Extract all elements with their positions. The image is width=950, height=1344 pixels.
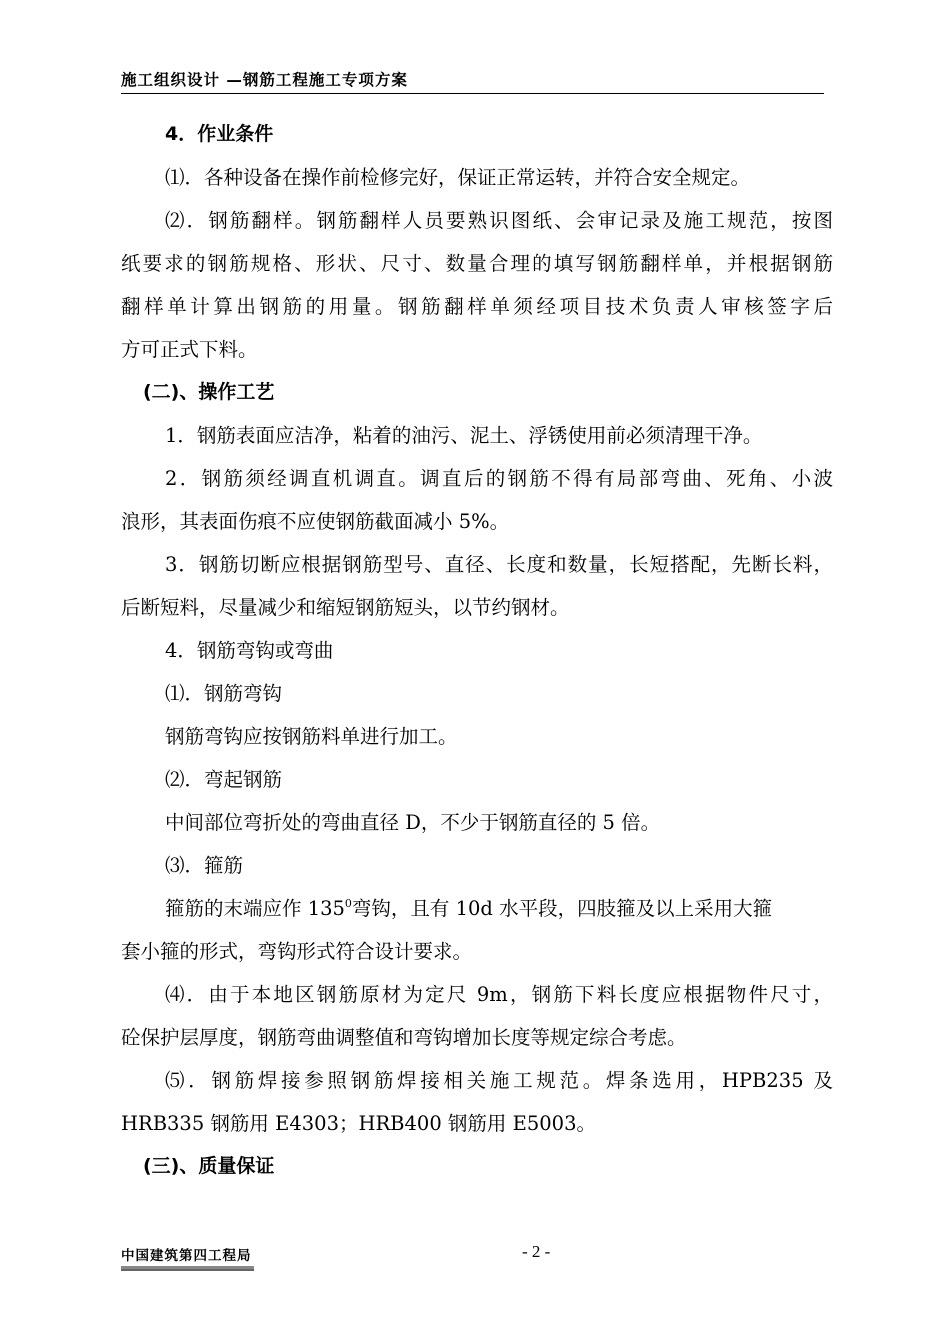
paragraph-line: 浪形，其表面伤痕不应使钢筋截面减小 5%。 — [121, 510, 510, 533]
paragraph-line: ⑵．钢筋翻样。钢筋翻样人员要熟识图纸、会审记录及施工规范，按图 — [165, 209, 833, 232]
footer-organization: 中国建筑第四工程局 — [121, 1244, 254, 1269]
paragraph-line: 3．钢筋切断应根据钢筋型号、直径、长度和数量，长短搭配，先断长料， — [165, 553, 833, 576]
running-header: 施工组织设计 —钢筋工程施工专项方案 — [121, 71, 408, 89]
header-rule — [121, 93, 824, 94]
paragraph-line — [121, 887, 833, 930]
degree-superscript: 0 — [344, 897, 352, 910]
paragraph-line: 钢筋弯钩应按钢筋料单进行加工。 — [165, 725, 458, 748]
paragraph-line: 后断短料，尽量减少和缩短钢筋短头，以节约钢材。 — [121, 596, 570, 619]
paragraph-line: ⑴．各种设备在操作前检修完好，保证正常运转，并符合安全规定。 — [165, 166, 751, 189]
text-run: 箍筋的末端应作 135 — [165, 897, 345, 920]
paragraph-line: 4．钢筋弯钩或弯曲 — [165, 639, 334, 662]
paragraph-line: ⑵．弯起钢筋 — [165, 768, 283, 791]
paragraph-line: 翻样单计算出钢筋的用量。钢筋翻样单须经项目技术负责人审核签字后 — [121, 295, 833, 318]
document-body — [121, 113, 833, 1188]
paragraph-line: 2．钢筋须经调直机调直。调直后的钢筋不得有局部弯曲、死角、小波 — [165, 467, 833, 490]
paragraph-line: 砼保护层厚度，钢筋弯曲调整值和弯钩增加长度等规定综合考虑。 — [121, 1026, 687, 1049]
paragraph-line: 中间部位弯折处的弯曲直径 D，不少于钢筋直径的 5 倍。 — [165, 811, 661, 834]
paragraph-line: ⑷．由于本地区钢筋原材为定尺 9m，钢筋下料长度应根据物件尺寸， — [165, 983, 833, 1006]
paragraph-line: ⑶．箍筋 — [165, 854, 244, 877]
paragraph-line: ⑴．钢筋弯钩 — [165, 682, 283, 705]
section-heading: (三)、质量保证 — [143, 1155, 275, 1177]
section-heading: (二)、操作工艺 — [143, 381, 275, 403]
page-number: - 2 - — [522, 1242, 551, 1261]
section-heading: 4．作业条件 — [165, 123, 274, 145]
paragraph-line: 1．钢筋表面应洁净，粘着的油污、泥土、浮锈使用前必须清理干净。 — [165, 424, 763, 447]
paragraph-line: 套小箍的形式，弯钩形式符合设计要求。 — [121, 940, 473, 963]
paragraph-line: 纸要求的钢筋规格、形状、尺寸、数量合理的填写钢筋翻样单，并根据钢筋 — [121, 252, 833, 275]
paragraph-line: HRB335 钢筋用 E4303；HRB400 钢筋用 E5003。 — [121, 1112, 596, 1135]
text-run: 弯钩，且有 10d 水平段，四肢箍及以上采用大箍 — [351, 897, 773, 920]
paragraph-line: ⑸．钢筋焊接参照钢筋焊接相关施工规范。焊条选用，HPB235 及 — [165, 1069, 833, 1092]
paragraph-line: 方可正式下料。 — [121, 338, 258, 361]
